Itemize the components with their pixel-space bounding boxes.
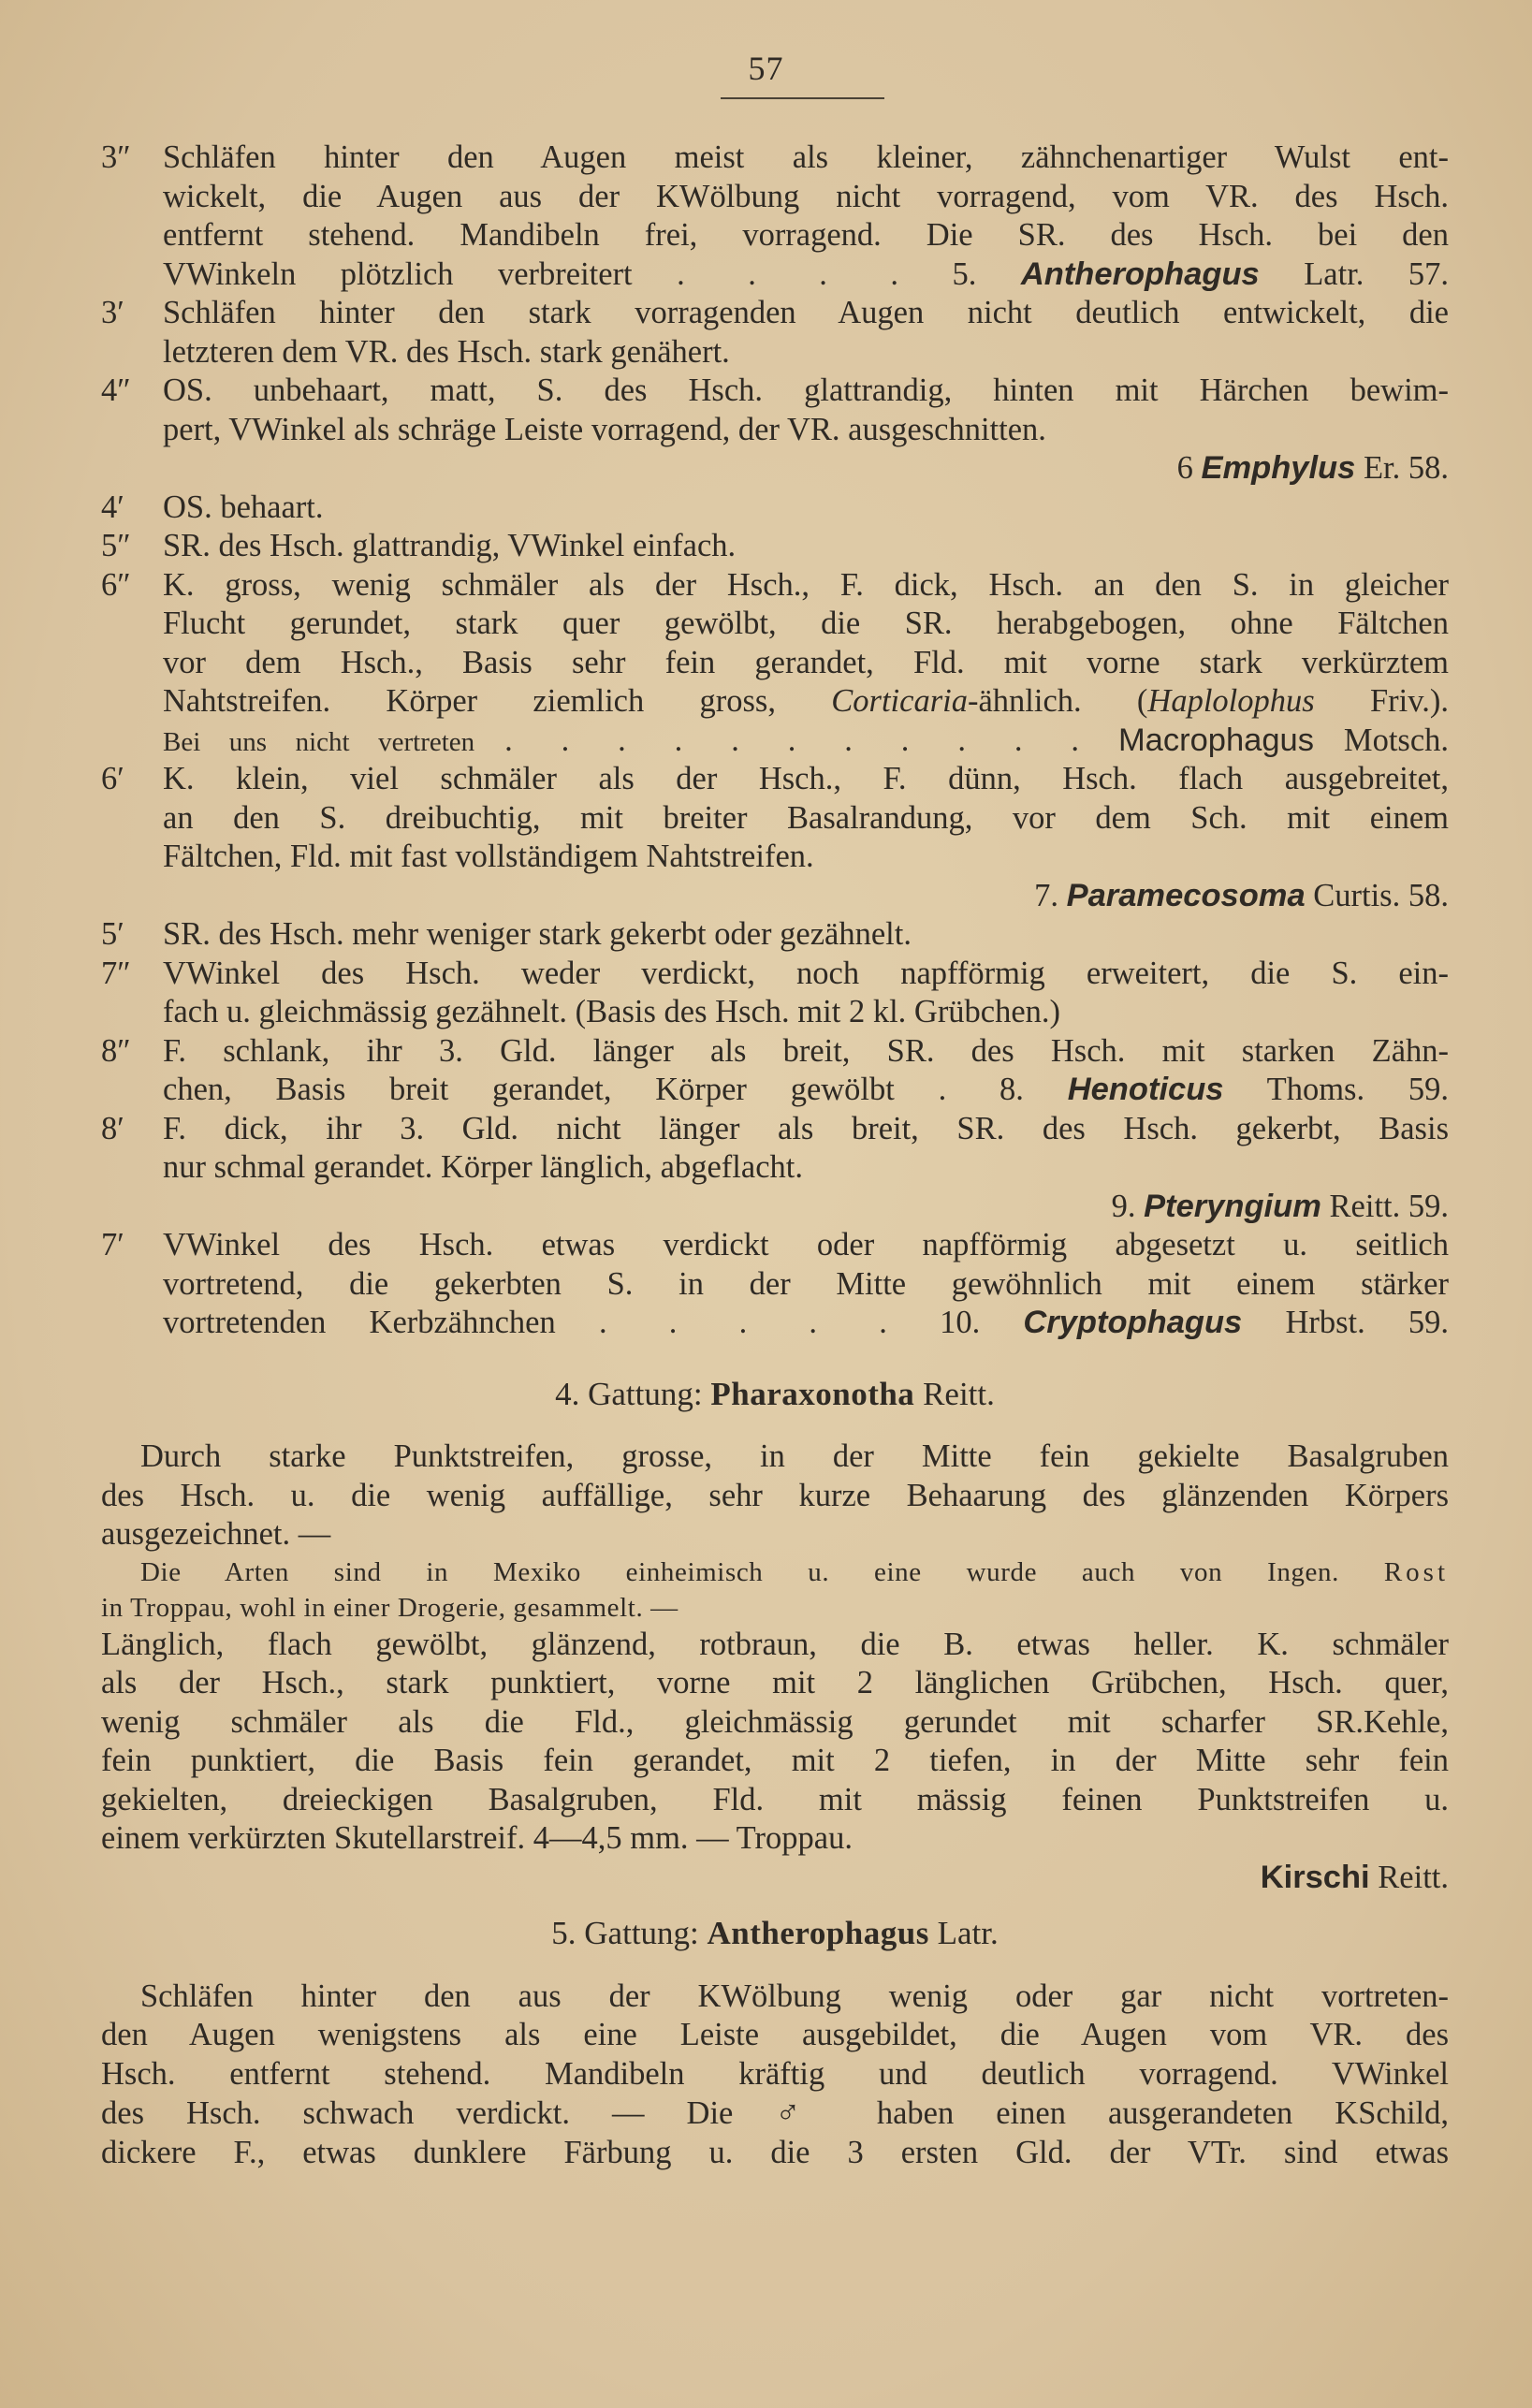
key-number: 7″ xyxy=(101,955,131,991)
key-text-line: vortretend, die gekerbten S. in der Mitte gewöhnlich mit einem stärker xyxy=(163,1265,1449,1302)
key-text-line: SR. des Hsch. mehr weniger stark gekerbt oder gezähnelt. xyxy=(163,916,912,952)
description-line: fein punktiert, die Basis fein gerandet, mit 2 tiefen, in der Mitte sehr fein xyxy=(101,1743,1449,1778)
key-number: 8″ xyxy=(101,1032,131,1069)
key-text-line: wickelt, die Augen aus der KWölbung nicht vorragend, vom VR. des Hsch. xyxy=(163,178,1449,214)
paragraph-line: Durch starke Punktstreifen, grosse, in der Mitte fein gekielte Basalgruben xyxy=(140,1438,1449,1474)
genus-name: Antherophagus xyxy=(1020,255,1260,292)
key-entry-8-single xyxy=(101,1110,1449,1227)
section-5-paragraph xyxy=(101,1977,1449,2173)
key-entry-7-double xyxy=(101,955,1449,1032)
description-line: gekielten, dreieckigen Basalgruben, Fld. mit mässig feinen Punktstreifen u. xyxy=(101,1781,1449,1817)
key-text-line: Bei uns nicht vertreten . . . . . . . . . . . Macrophagus Motsch. xyxy=(163,722,1450,758)
key-text-line: Schläfen hinter den stark vorragenden Augen nicht deutlich entwickelt, die xyxy=(163,295,1449,330)
key-entry-4-single xyxy=(101,489,1449,528)
key-text-line: pert, VWinkel als schräge Leiste vorragend, der VR. ausgeschnitten. xyxy=(163,411,1046,447)
key-entry-6-double xyxy=(101,566,1449,761)
paragraph-line: Hsch. entfernt stehend. Mandibeln kräftig und deutlich vorragend. VWinkel xyxy=(101,2055,1449,2092)
key-text-line: OS. behaart. xyxy=(163,489,324,525)
genus-line: 6 Emphylus Er. 58. xyxy=(1176,450,1449,486)
genus-name: Henoticus xyxy=(1067,1072,1224,1107)
key-text-line: letzteren dem VR. des Hsch. stark genähert. xyxy=(163,333,730,370)
key-text-line: OS. unbehaart, matt, S. des Hsch. glattrandig, hinten mit Härchen bewim- xyxy=(163,372,1449,408)
key-number: 3″ xyxy=(101,139,131,175)
species-line: Kirschi Reitt. xyxy=(1260,1859,1449,1895)
key-number: 6″ xyxy=(101,566,131,603)
page-number: 57 xyxy=(748,50,784,87)
key-number: 7′ xyxy=(101,1227,124,1262)
key-text-line: chen, Basis breit gerandet, Körper gewölbt . 8. Henoticus Thoms. 59. xyxy=(163,1072,1450,1107)
genus-name: Macrophagus xyxy=(1117,722,1314,758)
key-text-line: Schläfen hinter den Augen meist als kleiner, zähnchenartiger Wulst ent- xyxy=(163,139,1449,175)
note-line: Die Arten sind in Mexiko einheimisch u. eine wurde auch von Ingen. Rost xyxy=(140,1556,1449,1587)
key-text-line: K. gross, wenig schmäler als der Hsch., F. dick, Hsch. an den S. in gleicher xyxy=(163,566,1449,603)
genus-name: Cryptophagus xyxy=(1023,1305,1243,1340)
key-text-line: Fältchen, Fld. mit fast vollständigem Nahtstreifen. xyxy=(163,839,814,874)
section-4-paragraph xyxy=(101,1438,1449,1554)
key-text-line: F. schlank, ihr 3. Gld. länger als breit, SR. des Hsch. mit starken Zähn- xyxy=(163,1032,1449,1069)
description-line: wenig schmäler als die Fld., gleichmässig gerundet mit scharfer SR.Kehle, xyxy=(101,1703,1449,1740)
description-line: als der Hsch., stark punktiert, vorne mit 2 länglichen Grübchen, Hsch. quer, xyxy=(101,1665,1449,1700)
genus-name: Emphylus xyxy=(1201,450,1356,486)
paragraph-line: des Hsch. schwach verdickt. — Die ♂ haben einen ausgerandeten KSchild, xyxy=(101,2094,1450,2131)
paragraph-line: den Augen wenigstens als eine Leiste ausgebildet, die Augen vom VR. des xyxy=(101,2017,1449,2052)
genus-line: 7. Paramecosoma Curtis. 58. xyxy=(1034,877,1449,913)
key-text-line: K. klein, viel schmäler als der Hsch., F. dünn, Hsch. flach ausgebreitet, xyxy=(163,761,1449,796)
species-name: Kirschi xyxy=(1260,1859,1370,1895)
key-text-line: an den S. dreibuchtig, mit breiter Basalrandung, vor dem Sch. mit einem xyxy=(163,799,1449,836)
key-number: 3′ xyxy=(101,295,124,330)
key-entry-5-double xyxy=(101,527,1449,566)
key-text-line: vor dem Hsch., Basis sehr fein gerandet, Fld. mit vorne stark verkürztem xyxy=(163,644,1449,680)
key-entry-5-single xyxy=(101,915,1449,955)
description-line: einem verkürzten Skutellarstreif. 4—4,5 mm. — Troppau. xyxy=(101,1820,853,1856)
paragraph-line: des Hsch. u. die wenig auffällige, sehr kurze Behaarung des glänzenden Körpers xyxy=(101,1477,1449,1513)
key-number: 5″ xyxy=(101,528,131,563)
key-entry-3-double xyxy=(101,139,1449,294)
key-entry-4-double xyxy=(101,372,1449,489)
key-number: 4′ xyxy=(101,489,124,525)
note-line: in Troppau, wohl in einer Drogerie, gesammelt. — xyxy=(101,1592,678,1623)
key-text-line: nur schmal gerandet. Körper länglich, abgeflacht. xyxy=(163,1149,803,1185)
key-text-line: VWinkeln plötzlich verbreitert . . . . 5. Antherophagus Latr. 57. xyxy=(163,255,1449,292)
key-number: 8′ xyxy=(101,1110,124,1146)
key-number: 6′ xyxy=(101,761,124,796)
section-heading-antherophagus: 5. Gattung: Antherophagus Latr. xyxy=(551,1915,999,1951)
key-number: 4″ xyxy=(101,372,131,408)
key-entry-7-single xyxy=(101,1226,1449,1343)
key-entry-6-single xyxy=(101,760,1449,915)
key-number: 5′ xyxy=(101,916,124,952)
genus-line: 9. Pteryngium Reitt. 59. xyxy=(1111,1188,1449,1224)
paragraph-line: ausgezeichnet. — xyxy=(101,1516,331,1552)
page-number-rule xyxy=(721,97,884,99)
description-line: Länglich, flach gewölbt, glänzend, rotbraun, die B. etwas heller. K. schmäler xyxy=(101,1626,1449,1662)
genus-name: Pteryngium xyxy=(1144,1188,1321,1224)
key-text-line: vortretenden Kerbzähnchen . . . . . 10. Cryptophagus Hrbst. 59. xyxy=(163,1305,1450,1340)
key-text-line: Flucht gerundet, stark quer gewölbt, die SR. herabgebogen, ohne Fältchen xyxy=(163,606,1449,641)
species-description xyxy=(101,1626,1449,1898)
paragraph-line: dickere F., etwas dunklere Färbung u. die 3 ersten Gld. der VTr. sind etwas xyxy=(101,2134,1449,2170)
key-text-line: Nahtstreifen. Körper ziemlich gross, Corticaria-ähnlich. (Haplolophus Friv.). xyxy=(163,683,1449,719)
key-entry-8-double xyxy=(101,1032,1449,1110)
genus-name: Paramecosoma xyxy=(1066,877,1306,913)
key-entry-3-single xyxy=(101,294,1449,372)
paragraph-line: Schläfen hinter den aus der KWölbung wenig oder gar nicht vortreten- xyxy=(140,1977,1449,2014)
key-text-line: F. dick, ihr 3. Gld. nicht länger als breit, SR. des Hsch. gekerbt, Basis xyxy=(163,1110,1449,1146)
page-content xyxy=(101,139,1449,2172)
male-symbol-icon: ♂ xyxy=(775,2094,835,2131)
key-text-line: entfernt stehend. Mandibeln frei, vorragend. Die SR. des Hsch. bei den xyxy=(163,217,1449,253)
section-4-note xyxy=(101,1554,1449,1626)
key-text-line: SR. des Hsch. glattrandig, VWinkel einfach. xyxy=(163,528,737,563)
section-heading-pharaxonotha: 4. Gattung: Pharaxonotha Reitt. xyxy=(555,1375,995,1412)
key-text-line: fach u. gleichmässig gezähnelt. (Basis des Hsch. mit 2 kl. Grübchen.) xyxy=(163,994,1061,1029)
key-text-line: VWinkel des Hsch. weder verdickt, noch napfförmig erweitert, die S. ein- xyxy=(163,955,1449,991)
key-text-line: VWinkel des Hsch. etwas verdickt oder napfförmig abgesetzt u. seitlich xyxy=(163,1227,1449,1262)
